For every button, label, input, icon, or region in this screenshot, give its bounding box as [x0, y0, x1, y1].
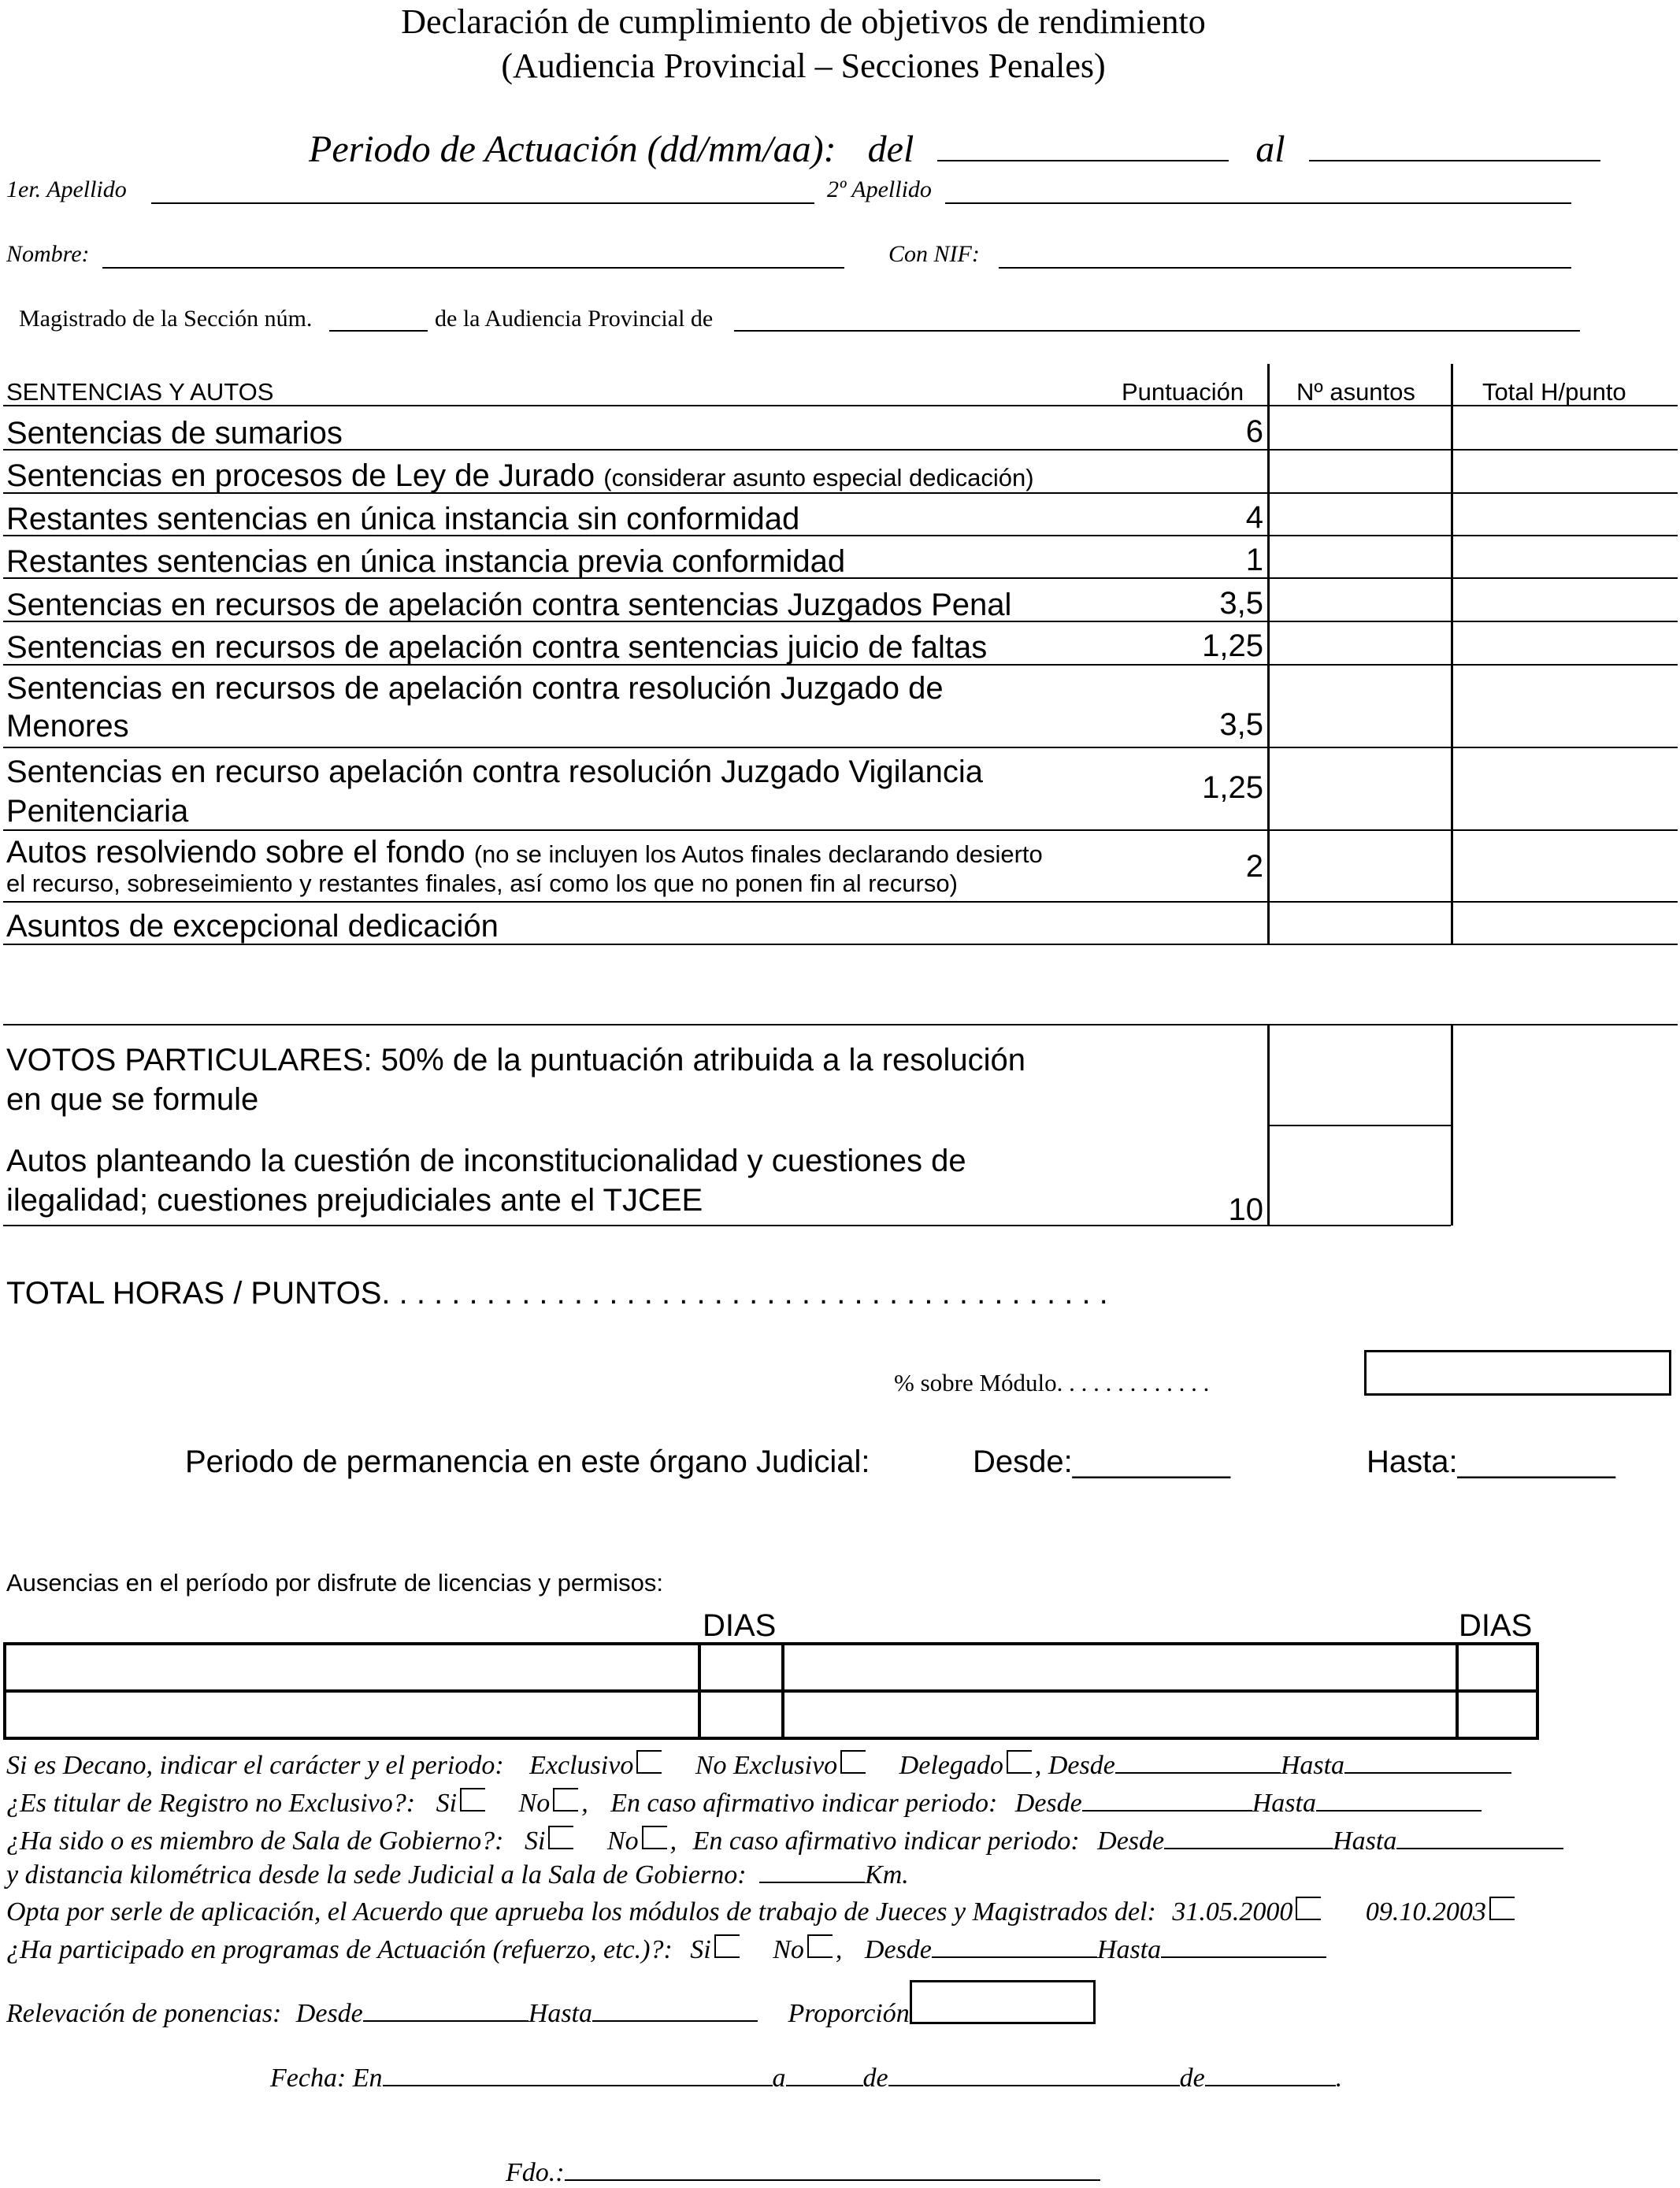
no-label: No [518, 1789, 551, 1818]
distancia-label: y distancia kilométrica desde la sede Judicial a la Sala de Gobierno: [6, 1860, 747, 1889]
permanencia-label: Periodo de permanencia en este órgano Judicial: [185, 1444, 870, 1479]
date1-label: 31.05.2000 [1172, 1897, 1293, 1927]
desde-label: Desde [1014, 1789, 1082, 1818]
row-line [3, 535, 1678, 536]
modulo-label: % sobre Módulo. . . . . . . . . . . . . [894, 1369, 1210, 1396]
programas-no-checkbox[interactable] [807, 1934, 833, 1958]
table-row-label: Sentencias en recurso apelación contra resolución Juzgado Vigilancia [6, 755, 984, 789]
modulo-field[interactable] [1364, 1350, 1671, 1396]
header-puntuacion: Puntuación [1122, 378, 1244, 406]
title-line-2: (Audiencia Provincial – Secciones Penales) [501, 46, 1106, 85]
sala-desde-field[interactable] [1164, 1848, 1333, 1849]
autos-points: 10 [1228, 1192, 1263, 1227]
table-row-label: Sentencias en recursos de apelación contra sentencias juicio de faltas [6, 630, 988, 665]
fecha-mes-field[interactable] [888, 2085, 1180, 2086]
firma-row [506, 2158, 1100, 2188]
apellido1-field[interactable] [151, 202, 814, 204]
nombre-label: Nombre: [6, 241, 90, 267]
apellido2-field[interactable] [945, 202, 1571, 204]
table-row-label: Restantes sentencias en única instancia sin conformidad [6, 502, 800, 536]
delegado-checkbox[interactable] [1007, 1750, 1032, 1774]
col-divider [1536, 1642, 1539, 1740]
decano-row: Si es Decano, indicar el carácter y el periodo: Exclusivo No Exclusivo Delegado , Desde Hasta [6, 1750, 1511, 1781]
table-row-points: 6 [1245, 414, 1263, 449]
row-line [3, 1689, 1539, 1693]
table-row-label: Asuntos de excepcional dedicación [6, 909, 499, 944]
row-label-main: Autos resolviendo sobre el fondo [6, 835, 465, 870]
desde-label: Desde [1097, 1826, 1165, 1856]
fecha-label: Fecha: En [270, 2064, 383, 2093]
table-row-points: 1,25 [1202, 629, 1263, 663]
nombre-field[interactable] [102, 267, 844, 269]
autos-line-2: ilegalidad; cuestiones prejudiciales ante el TJCEE [6, 1183, 703, 1218]
header-sentencias: SENTENCIAS Y AUTOS [6, 378, 274, 406]
fdo-label: Fdo.: [506, 2158, 565, 2187]
nif-field[interactable] [999, 267, 1571, 269]
distancia-row [6, 1860, 909, 1890]
col-divider-1 [1267, 364, 1270, 945]
sala-label: ¿Ha sido o es miembro de Sala de Gobierno?: [6, 1826, 504, 1856]
header-total: Total H/punto [1482, 378, 1626, 406]
audiencia-label: de la Audiencia Provincial de [435, 306, 714, 332]
row-line [3, 1737, 1539, 1740]
row-line [3, 577, 1678, 579]
decano-label: Si es Decano, indicar el carácter y el periodo: [6, 1751, 504, 1780]
date2-checkbox[interactable] [1489, 1897, 1515, 1920]
si-label: Si [524, 1826, 546, 1856]
sala-hasta-field[interactable] [1396, 1848, 1563, 1849]
dias-header-2: DIAS [1459, 1608, 1533, 1643]
permanencia-desde[interactable]: Desde:_________ [973, 1444, 1230, 1479]
table-row-label: Restantes sentencias en única instancia previa conformidad [6, 544, 846, 579]
registro-hasta-field[interactable] [1316, 1810, 1482, 1812]
registro-si-checkbox[interactable] [460, 1788, 485, 1812]
autos-line-1: Autos planteando la cuestión de inconstitucionalidad y cuestiones de [6, 1144, 966, 1178]
fecha-anio-field[interactable] [1205, 2085, 1336, 2086]
desde-label: Desde [864, 1935, 932, 1964]
votos-line-1: VOTOS PARTICULARES: 50% de la puntuación atribuida a la resolución [6, 1043, 1026, 1077]
programas-label: ¿Ha participado en programas de Actuación (refuerzo, etc.)?: [6, 1935, 673, 1964]
row-line [3, 901, 1678, 903]
period-to-label: al [1255, 128, 1285, 170]
delegado-label: Delegado [899, 1751, 1003, 1780]
row-line [3, 1225, 1451, 1226]
period-to-field[interactable] [1309, 160, 1600, 161]
col-divider [3, 1642, 6, 1740]
relevacion-row [6, 1999, 910, 2029]
dias-header-1: DIAS [703, 1608, 777, 1643]
hasta-label: Hasta [1333, 1826, 1397, 1856]
de-label: de [1179, 2064, 1205, 2093]
row-line [3, 1024, 1678, 1025]
relevacion-desde-field[interactable] [363, 2020, 528, 2022]
table-row-label-cont: Menores [6, 709, 129, 744]
fecha-lugar-field[interactable] [383, 2085, 773, 2086]
proporcion-field[interactable] [910, 1980, 1096, 2024]
row-line [3, 405, 1678, 406]
relevacion-label: Relevación de ponencias: [6, 1999, 282, 2028]
row-label-note: (considerar asunto especial dedicación) [603, 464, 1034, 491]
total-label: TOTAL HORAS / PUNTOS. . . . . . . . . . . . . . . . . . . . . . . . . . . . . . . . . . . . . . . . . . [6, 1276, 1108, 1311]
row-line [3, 944, 1678, 945]
period-from-field[interactable] [937, 160, 1229, 161]
registro-no-checkbox[interactable] [553, 1788, 578, 1812]
table-row-label [6, 457, 1034, 497]
col-divider [698, 1642, 701, 1740]
afirmativo-label: En caso afirmativo indicar periodo: [692, 1826, 1080, 1856]
table-row-points: 1,25 [1202, 770, 1263, 805]
col-divider [1456, 1642, 1459, 1740]
row-line [3, 664, 1678, 666]
period-row [309, 128, 1600, 171]
table-row-points: 4 [1245, 500, 1263, 535]
opta-label: Opta por serle de aplicación, el Acuerdo que aprueba los módulos de trabajo de Jueces y Magistrados del: [6, 1897, 1156, 1927]
row-line [3, 621, 1678, 622]
date2-label: 09.10.2003 [1365, 1897, 1486, 1927]
votos-line-2: en que se formule [6, 1082, 259, 1117]
sala-si-checkbox[interactable] [548, 1826, 573, 1849]
no-exclusivo-label: No Exclusivo [695, 1751, 838, 1780]
si-label: Si [436, 1789, 458, 1818]
row-line [1267, 1125, 1451, 1126]
no-label: No [773, 1935, 804, 1964]
si-label: Si [690, 1935, 711, 1964]
table-row-label: Sentencias de sumarios [6, 416, 343, 451]
table-row-points: 3,5 [1219, 586, 1263, 621]
desde-label: Desde [295, 1999, 363, 2028]
no-exclusivo-checkbox[interactable] [840, 1750, 866, 1774]
row-line [3, 492, 1678, 494]
registro-label: ¿Es titular de Registro no Exclusivo?: [6, 1789, 416, 1818]
programas-hasta-field[interactable] [1161, 1956, 1326, 1958]
permanencia-hasta[interactable]: Hasta:_________ [1367, 1444, 1615, 1479]
magistrado-label: Magistrado de la Sección núm. [19, 306, 313, 332]
programas-row: ¿Ha participado en programas de Actuación (refuerzo, etc.)?: Si No , Desde Hasta [6, 1934, 1326, 1965]
a-label: a [772, 2064, 786, 2093]
col-divider [781, 1642, 784, 1740]
seccion-field[interactable] [329, 330, 428, 332]
col-divider-2 [1451, 364, 1453, 945]
proporcion-label: Proporción [788, 1999, 910, 2028]
exclusivo-checkbox[interactable] [636, 1750, 662, 1774]
document-title [0, 0, 1607, 88]
programas-si-checkbox[interactable] [714, 1934, 740, 1958]
programas-desde-field[interactable] [932, 1956, 1097, 1958]
row-line [3, 747, 1678, 748]
row-label-main: Sentencias en procesos de Ley de Jurado [6, 458, 595, 493]
period-from-label: del [867, 128, 914, 170]
table-row-points: 1 [1245, 543, 1263, 577]
date1-checkbox[interactable] [1296, 1897, 1321, 1920]
hasta-label: Hasta [1252, 1789, 1316, 1818]
header-num-asuntos: Nº asuntos [1296, 378, 1415, 406]
firma-field[interactable] [565, 2179, 1100, 2181]
table-row-points: 2 [1245, 849, 1263, 884]
ausencias-label: Ausencias en el período por disfrute de licencias y permisos: [6, 1569, 663, 1596]
fecha-dia-field[interactable] [786, 2085, 863, 2086]
decano-hasta-field[interactable] [1344, 1772, 1511, 1774]
hasta-label: Hasta [528, 1999, 592, 2028]
hasta-label: Hasta [1096, 1935, 1162, 1964]
km-label: Km. [865, 1860, 909, 1889]
fecha-row: Fecha: En a de de . [270, 2064, 1343, 2093]
decano-desde-field[interactable] [1115, 1772, 1281, 1774]
opta-row [6, 1897, 1518, 1927]
distancia-field[interactable] [759, 1882, 865, 1883]
registro-desde-field[interactable] [1082, 1810, 1252, 1812]
row-label-note: (no se incluyen los Autos finales declarando desierto [473, 840, 1043, 868]
apellido2-label: 2º Apellido [827, 176, 932, 202]
sala-row: ¿Ha sido o es miembro de Sala de Gobierno?: Si No , En caso afirmativo indicar periodo: Desde Hasta [6, 1826, 1563, 1856]
table-row-label: Sentencias en recursos de apelación contra resolución Juzgado de [6, 671, 944, 706]
table-row-points: 3,5 [1219, 707, 1263, 742]
de-label: de [862, 2064, 888, 2093]
afirmativo-label: En caso afirmativo indicar periodo: [610, 1789, 998, 1818]
table-row-label: Sentencias en recursos de apelación contra sentencias Juzgados Penal [6, 588, 1012, 622]
row-line [3, 829, 1678, 831]
hasta-label: Hasta [1280, 1751, 1345, 1780]
title-line-1: Declaración de cumplimiento de objetivos de rendimiento [401, 2, 1206, 41]
exclusivo-label: Exclusivo [529, 1751, 634, 1780]
relevacion-hasta-field[interactable] [592, 2020, 758, 2022]
desde-label: Desde [1048, 1751, 1115, 1780]
col-divider-2 [1451, 1024, 1453, 1226]
no-label: No [606, 1826, 639, 1856]
table-row-label-cont: el recurso, sobreseimiento y restantes finales, así como los que no ponen fin al recurso) [6, 870, 958, 897]
row-line [3, 1642, 1539, 1645]
audiencia-field[interactable] [734, 330, 1580, 332]
apellido1-label: 1er. Apellido [6, 176, 127, 202]
table-row-label-cont: Penitenciaria [6, 794, 189, 829]
sala-no-checkbox[interactable] [642, 1826, 667, 1849]
period-label: Periodo de Actuación (dd/mm/aa): [309, 128, 836, 170]
row-line [3, 449, 1678, 451]
registro-row: ¿Es titular de Registro no Exclusivo?: Si No , En caso afirmativo indicar periodo: Desde Hasta [6, 1788, 1482, 1819]
nif-label: Con NIF: [888, 241, 980, 267]
